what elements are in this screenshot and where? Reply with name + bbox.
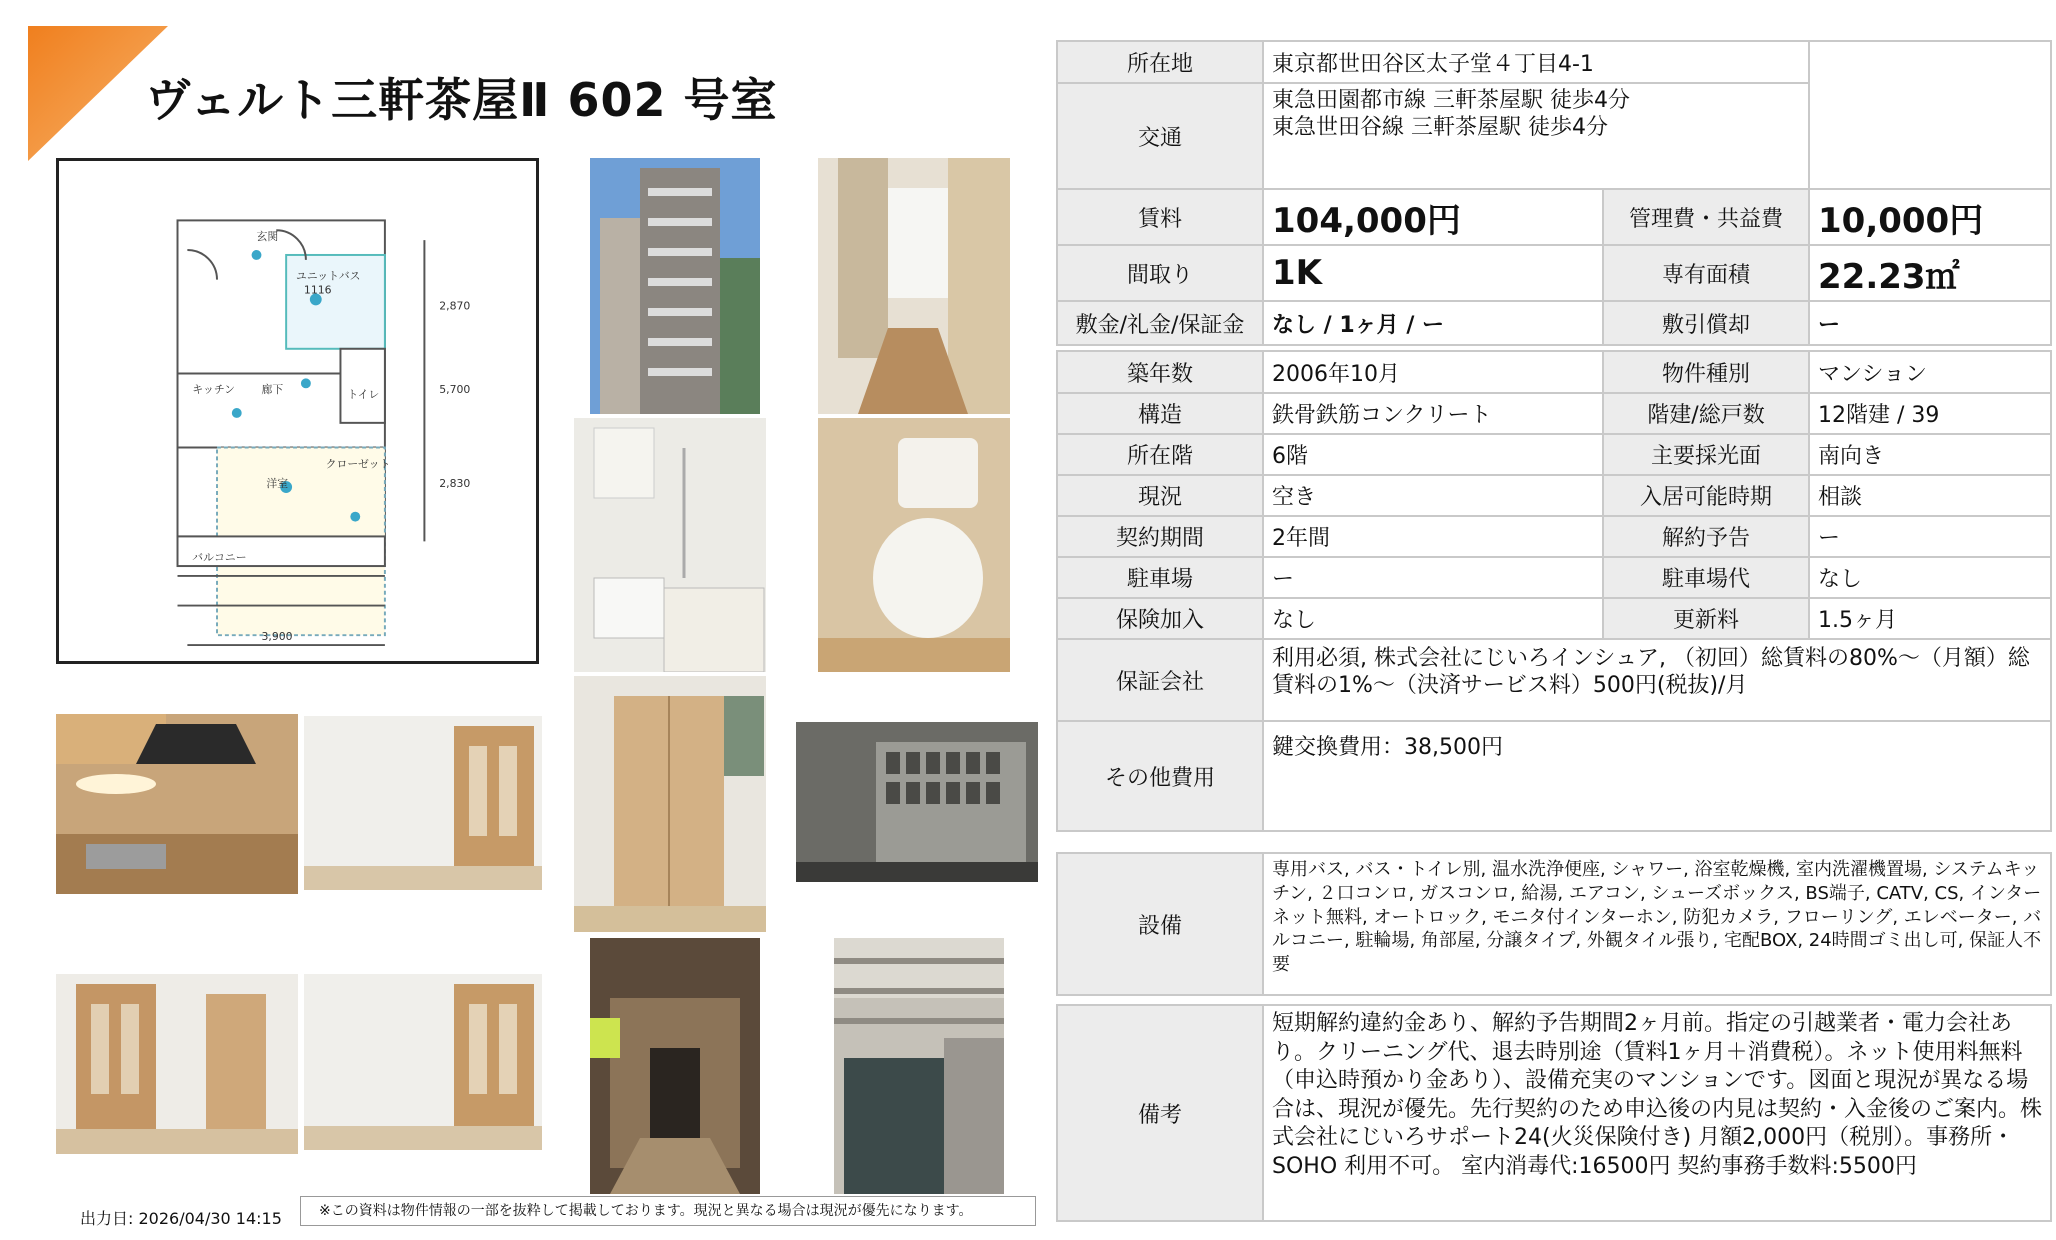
amortization-label: 敷引償却 — [1603, 301, 1809, 345]
room-toilet: トイレ — [347, 388, 380, 402]
room-western: 洋室 — [266, 477, 289, 491]
detail-label: 現況 — [1057, 475, 1263, 516]
detail-label: 駐車場 — [1057, 557, 1263, 598]
equipment-table — [1056, 852, 2052, 996]
photo-room-door-3 — [304, 974, 542, 1150]
other-costs-value: 鍵交換費用：38,500円 — [1263, 721, 2051, 831]
fee-label: 管理費・共益費 — [1603, 189, 1809, 245]
floor-plan — [56, 158, 539, 664]
location-value: 東京都世田谷区太子堂４丁目4-1 — [1263, 41, 1809, 83]
photo-kitchen — [56, 714, 298, 894]
amortization-value: ー — [1809, 301, 2051, 345]
photo-room-door — [304, 716, 542, 890]
photo-lobby — [590, 938, 760, 1194]
photo-toilet — [818, 418, 1010, 672]
dim-h3: 2,830 — [439, 477, 471, 491]
dim-h2: 5,700 — [439, 383, 471, 397]
output-date: 出力日: 2026/04/30 14:15 — [80, 1209, 282, 1228]
detail-label: 更新料 — [1603, 598, 1809, 639]
detail-value: 2006年10月 — [1263, 351, 1603, 393]
detail-label: 駐車場代 — [1603, 557, 1809, 598]
detail-label: 所在階 — [1057, 434, 1263, 475]
dim-width: 3,900 — [261, 630, 293, 644]
access-label: 交通 — [1057, 83, 1263, 189]
detail-value: 相談 — [1809, 475, 2051, 516]
equipment-label: 設備 — [1057, 853, 1263, 995]
detail-value: ー — [1263, 557, 1603, 598]
area-value: 22.23㎡ — [1809, 245, 2051, 301]
detail-label: 解約予告 — [1603, 516, 1809, 557]
access-line-1: 東急田園都市線 三軒茶屋駅 徒歩4分 — [1272, 88, 1630, 113]
photo-room-door-2 — [56, 974, 298, 1154]
photo-building-entrance — [834, 938, 1004, 1194]
detail-label: 入居可能時期 — [1603, 475, 1809, 516]
fee-value: 10,000円 — [1809, 189, 2051, 245]
property-detail-table — [1056, 350, 2052, 832]
detail-label: 物件種別 — [1603, 351, 1809, 393]
guarantor-label: 保証会社 — [1057, 639, 1263, 721]
detail-value: 鉄骨鉄筋コンクリート — [1263, 393, 1603, 434]
layout-label: 間取り — [1057, 245, 1263, 301]
detail-value: 南向き — [1809, 434, 2051, 475]
equipment-value: 専用バス, バス・トイレ別, 温水洗浄便座, シャワー, 浴室乾燥機, 室内洗濯機置場, システムキッチン, ２口コンロ, ガスコンロ, 給湯, エアコン, シューズボックス, BS端子, CATV, CS, インターネット無料, オートロック, モニタ付インターホン, 防犯カメラ, フローリング, エレベーター, バルコニー, 駐輪場, 角部屋, 分譲タイプ, 外観タイル張り, 宅配BOX, 24時間ゴミ出し可, 保証人不要 — [1263, 853, 2051, 995]
rent-value: 104,000円 — [1263, 189, 1603, 245]
room-closet: クローゼット — [325, 457, 391, 471]
rent-label: 賃料 — [1057, 189, 1263, 245]
detail-label: 主要採光面 — [1603, 434, 1809, 475]
photo-hallway — [818, 158, 1010, 414]
room-kitchen: キッチン — [192, 383, 236, 397]
detail-value: ー — [1809, 516, 2051, 557]
room-balcony: バルコニー — [192, 551, 247, 565]
detail-label: 築年数 — [1057, 351, 1263, 393]
detail-label: 階建/総戸数 — [1603, 393, 1809, 434]
property-basic-table — [1056, 40, 2052, 346]
detail-value: なし — [1263, 598, 1603, 639]
remarks-table — [1056, 1004, 2052, 1222]
photo-entrance — [796, 722, 1038, 882]
room-hall: 廊下 — [261, 383, 284, 397]
remarks-value: 短期解約違約金あり、解約予告期間2ヶ月前。指定の引越業者・電力会社あり。クリーニング代、退去時別途（賃料1ヶ月＋消費税）。ネット使用料無料（申込時預かり金あり）、設備充実のマンションです。図面と現況が異なる場合は、現況が優先。先行契約のため申込後の内見は契約・入金後のご案内。株式会社にじいろサポート24(火災保険付き) 月額2,000円（税別）。事務所・SOHO 利用不可。 室内消毒代:16500円 契約事務手数料:5500円 — [1263, 1005, 2051, 1221]
other-costs-label: その他費用 — [1057, 721, 1263, 831]
detail-value: 12階建 / 39 — [1809, 393, 2051, 434]
detail-value: 6階 — [1263, 434, 1603, 475]
detail-value: 空き — [1263, 475, 1603, 516]
room-genkan: 玄関 — [256, 230, 279, 244]
disclaimer-note: ※この資料は物件情報の一部を抜粋して掲載しております。現況と異なる場合は現況が優先になります。 — [300, 1196, 1036, 1226]
detail-label: 保険加入 — [1057, 598, 1263, 639]
detail-label: 契約期間 — [1057, 516, 1263, 557]
detail-value: 2年間 — [1263, 516, 1603, 557]
access-line-2: 東急世田谷線 三軒茶屋駅 徒歩4分 — [1272, 114, 1608, 140]
photo-closet — [574, 676, 766, 932]
page-title: ヴェルト三軒茶屋Ⅱ 602 号室 — [145, 73, 778, 127]
location-label: 所在地 — [1057, 41, 1263, 83]
photo-exterior — [590, 158, 760, 414]
room-bath-size: 1116 — [303, 283, 332, 297]
detail-label: 構造 — [1057, 393, 1263, 434]
deposit-label: 敷金/礼金/保証金 — [1057, 301, 1263, 345]
room-bath: ユニットバス — [296, 269, 361, 283]
detail-value: 1.5ヶ月 — [1809, 598, 2051, 639]
detail-value: なし — [1809, 557, 2051, 598]
area-label: 専有面積 — [1603, 245, 1809, 301]
detail-value: マンション — [1809, 351, 2051, 393]
deposit-value: なし / 1ヶ月 / ー — [1263, 301, 1603, 345]
photo-bathroom — [574, 418, 766, 672]
remarks-label: 備考 — [1057, 1005, 1263, 1221]
layout-value: 1K — [1263, 245, 1603, 301]
guarantor-value: 利用必須, 株式会社にじいろインシュア, （初回）総賃料の80%〜（月額）総賃料の1%〜（決済サービス料）500円(税抜)/月 — [1263, 639, 2051, 721]
dim-h1: 2,870 — [439, 299, 471, 313]
